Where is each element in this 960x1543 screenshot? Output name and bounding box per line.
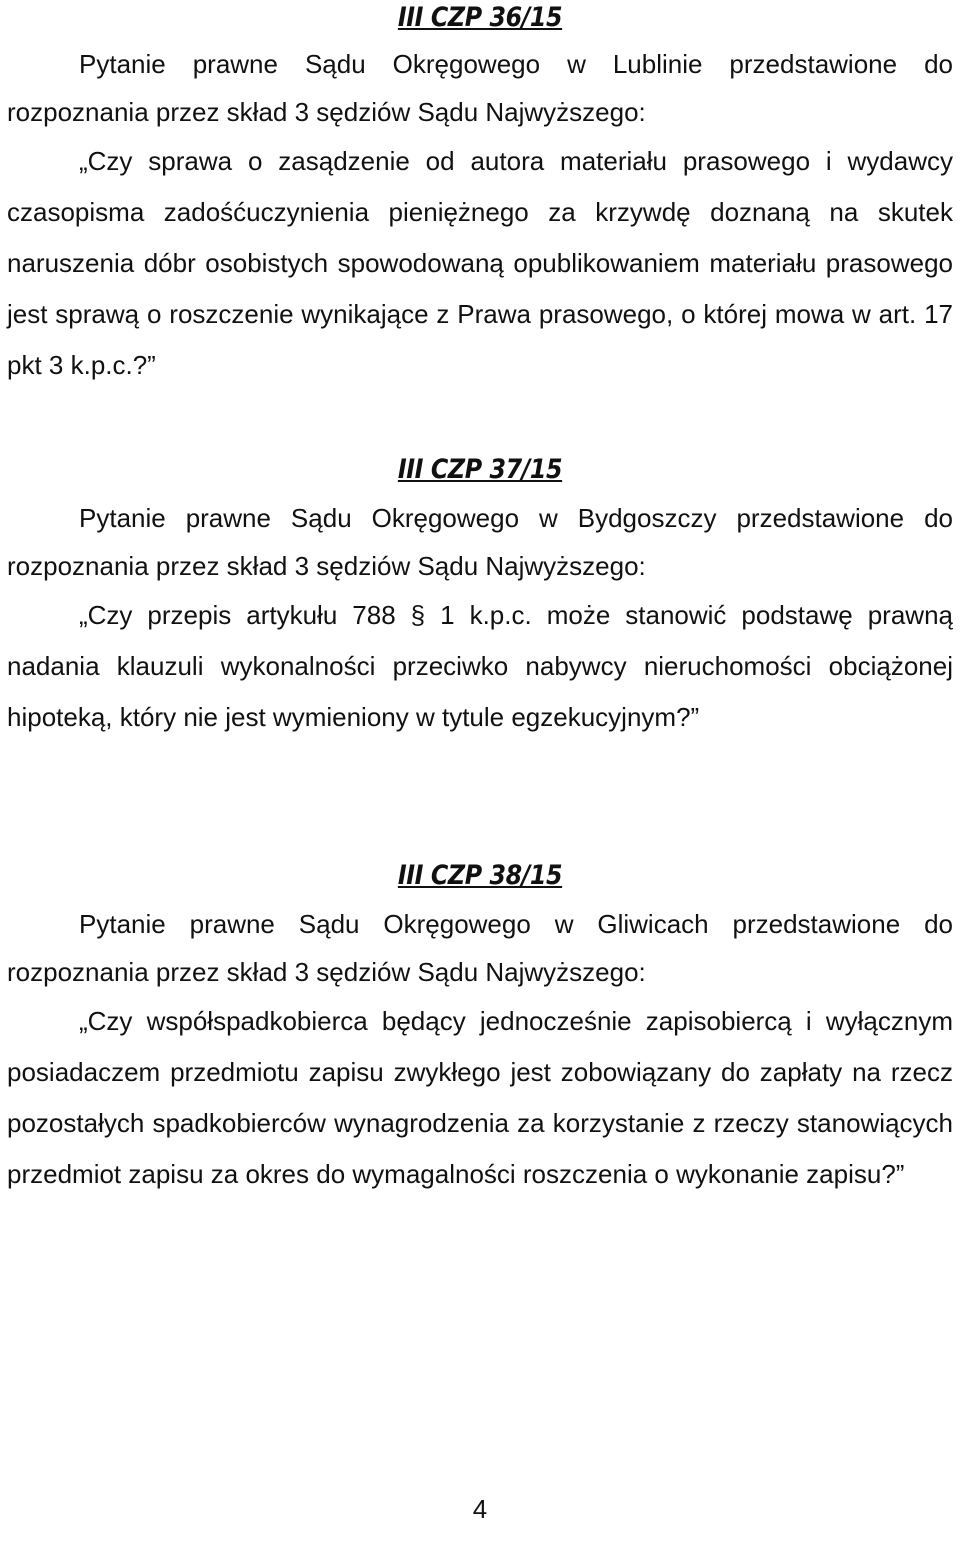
case-signature: III CZP 38/15 bbox=[397, 860, 563, 891]
page-number: 4 bbox=[472, 1494, 488, 1524]
legal-question: „Czy współspadkobierca będący jednocześnie zapisobiercą i wyłącznym posiadaczem przedmiotu zapisu zwykłego jest zobowiązany do zapłaty na rzecz pozostałych spadkobierców wynagrodzenia za korzystanie z rzeczy stanowiących przedmiot zapisu za okres do wymagalności roszczenia o wykonanie zapisu?” bbox=[7, 1006, 953, 1189]
case-entry bbox=[7, 858, 953, 1200]
case-intro: Pytanie prawne Sądu Okręgowego w Gliwicach przedstawione do rozpoznania przez skład 3 sędziów Sądu Najwyższego: bbox=[7, 909, 953, 987]
case-entry bbox=[7, 452, 953, 743]
legal-question: „Czy przepis artykułu 788 § 1 k.p.c. może stanowić podstawę prawną nadania klauzuli wykonalności przeciwko nabywcy nieruchomości obciążonej hipoteką, który nie jest wymieniony w tytule egzekucyjnym?” bbox=[7, 600, 953, 732]
case-signature: III CZP 36/15 bbox=[397, 2, 563, 33]
legal-question: „Czy sprawa o zasądzenie od autora materiału prasowego i wydawcy czasopisma zadośćuczynienia pieniężnego za krzywdę doznaną na skutek naruszenia dóbr osobistych spowodowaną opublikowaniem materiału prasowego jest sprawą o roszczenie wynikające z Prawa prasowego, o której mowa w art. 17 pkt 3 k.p.c.?” bbox=[7, 146, 953, 380]
case-entry bbox=[7, 0, 953, 391]
case-signature: III CZP 37/15 bbox=[397, 454, 563, 485]
case-intro: Pytanie prawne Sądu Okręgowego w Lublinie przedstawione do rozpoznania przez skład 3 sędziów Sądu Najwyższego: bbox=[7, 49, 953, 127]
case-intro: Pytanie prawne Sądu Okręgowego w Bydgoszczy przedstawione do rozpoznania przez skład 3 sędziów Sądu Najwyższego: bbox=[7, 503, 953, 581]
